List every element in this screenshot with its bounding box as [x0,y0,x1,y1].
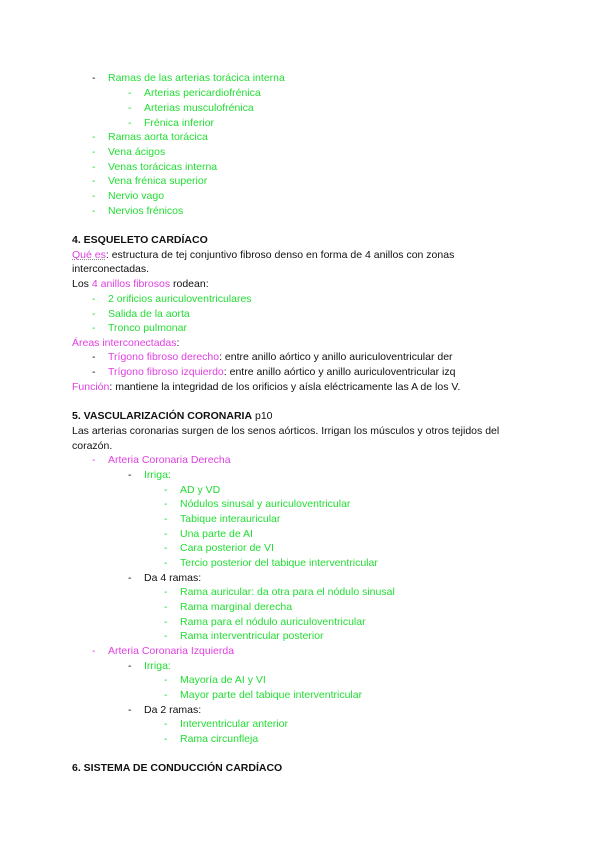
list-item: Arterias pericardiofrénica [144,87,261,99]
section-heading: 6. SISTEMA DE CONDUCCIÓN CARDÍACO [72,762,283,774]
bullet-dash: - [128,469,132,481]
areas-line [72,336,179,350]
anillos-label: 4 anillos fibrosos [91,278,171,290]
bullet-dash: - [164,689,168,701]
list-item: Nervios frénicos [108,205,184,217]
rodean-text: rodean: [170,278,209,290]
list-item: Ramas de las arterias torácica interna [108,72,285,84]
funcion-line [72,380,460,394]
list-item: Rama para el nódulo auriculoventricular [180,616,366,628]
list-item: Salida de la aorta [108,308,190,320]
list-item [108,365,455,379]
bullet-dash: - [164,513,168,525]
bullet-dash: - [92,645,96,657]
definition-continuation: interconectadas. [72,263,150,275]
bullet-dash: - [92,454,96,466]
list-item: Vena ácigos [108,146,166,158]
trigono-izquierdo-text: : entre anillo aórtico y anillo auriculoventricular izq [223,366,456,378]
que-es-text: : estructura de tej conjuntivo fibroso denso en forma de 4 anillos con zonas [105,249,455,261]
list-item: Una parte de AI [180,528,253,540]
list-item: Nervio vago [108,190,165,202]
list-item: Mayoría de AI y VI [180,674,266,686]
list-item: Interventricular anterior [180,718,288,730]
bullet-dash: - [128,87,132,99]
bullet-dash: - [164,528,168,540]
list-item: Venas torácicas interna [108,161,218,173]
bullet-dash: - [128,572,132,584]
bullet-dash: - [92,322,96,334]
bullet-dash: - [164,733,168,745]
bullet-dash: - [92,205,96,217]
bullet-dash: - [128,660,132,672]
bullet-dash: - [92,190,96,202]
bullet-dash: - [128,102,132,114]
bullet-dash: - [92,351,96,363]
list-item: Rama interventricular posterior [180,630,324,642]
bullet-dash: - [92,161,96,173]
trigono-derecho-text: : entre anillo aórtico y anillo auriculoventricular der [219,351,453,363]
list-item: Vena frénica superior [108,175,208,187]
bullet-dash: - [92,293,96,305]
bullet-dash: - [164,542,168,554]
trigono-izquierdo-label: Trígono fibroso izquierdo [108,366,224,378]
list-item: Frénica inferior [144,117,215,129]
anillos-line [72,277,209,291]
list-item: Tabique interauricular [180,513,281,525]
bullet-dash: - [128,704,132,716]
section-heading [72,409,273,423]
intro-line: corazón. [72,440,113,452]
irriga-label: Irriga: [144,469,171,481]
definition-line [72,248,524,262]
list-item: Rama marginal derecha [180,601,293,613]
list-item: Mayor parte del tabique interventricular [180,689,363,701]
arteria-derecha-label: Arteria Coronaria Derecha [108,454,231,466]
bullet-dash: - [164,586,168,598]
bullet-dash: - [128,117,132,129]
areas-colon: : [176,337,180,349]
list-item: Ramas aorta torácica [108,131,208,143]
bullet-dash: - [92,146,96,158]
section-heading: 4. ESQUELETO CARDÍACO [72,234,208,246]
bullet-dash: - [164,557,168,569]
bullet-dash: - [92,308,96,320]
list-item: AD y VD [180,484,221,496]
trigono-derecho-label: Trígono fibroso derecho [108,351,220,363]
bullet-dash: - [164,718,168,730]
list-item: Tronco pulmonar [108,322,187,334]
que-es-label: Qué es [72,249,106,261]
bullet-dash: - [164,498,168,510]
funcion-label: Función [72,381,110,393]
list-item [108,350,453,364]
ramas-label: Da 2 ramas: [144,704,202,716]
section-heading-suffix: p10 [252,410,273,422]
section-heading-title: 5. VASCULARIZACIÓN CORONARIA [72,410,253,422]
bullet-dash: - [92,175,96,187]
bullet-dash: - [164,674,168,686]
irriga-label: Irriga: [144,660,171,672]
list-item: Rama circunfleja [180,733,259,745]
funcion-text: : mantiene la integridad de los orificios y aísla eléctricamente las A de los V. [109,381,461,393]
intro-line: Las arterias coronarias surgen de los senos aórticos. Irrigan los músculos y otros tejidos del [72,425,500,437]
bullet-dash: - [92,131,96,143]
bullet-dash: - [164,484,168,496]
list-item: Rama auricular: da otra para el nódulo sinusal [180,586,395,598]
areas-label: Áreas interconectadas [72,337,177,349]
list-item: Cara posterior de VI [180,542,274,554]
list-item: Arterias musculofrénica [144,102,254,114]
list-item: Nódulos sinusal y auriculoventricular [180,498,351,510]
arteria-izquierda-label: Arteria Coronaria Izquierda [108,645,235,657]
bullet-dash: - [164,601,168,613]
list-item: 2 orificios auriculoventriculares [108,293,252,305]
bullet-dash: - [164,616,168,628]
bullet-dash: - [92,72,96,84]
ramas-label: Da 4 ramas: [144,572,202,584]
list-item: Tercio posterior del tabique interventricular [180,557,378,569]
bullet-dash: - [164,630,168,642]
bullet-dash: - [92,366,96,378]
los-prefix: Los [72,278,92,290]
